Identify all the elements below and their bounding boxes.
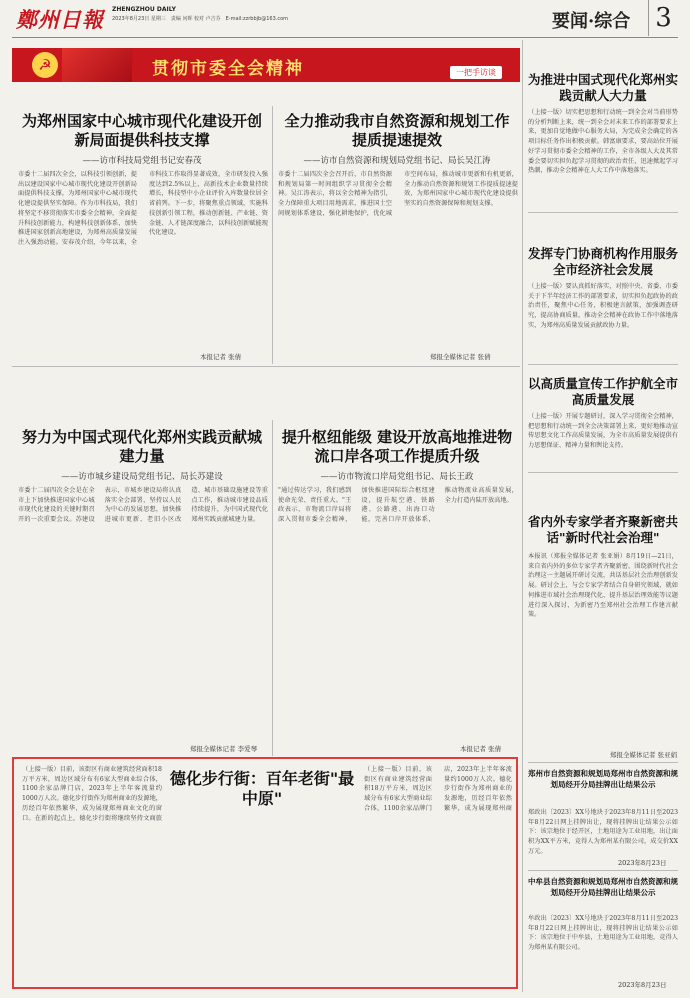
notice-1-body: 郑政出〔2023〕XX号地块于2023年8月11日至2023年8月22日网上挂牌出让，现将挂牌出让结果公示如下：该宗地位于经开区，土地用途为工业用地，出让面积为XX平方米，竞得人为郑州某有限公司，成交价XX万元。	[528, 809, 678, 854]
article-4-byline: 本报记者 张倩	[460, 745, 502, 753]
divider	[528, 870, 678, 871]
flag-graphic	[62, 48, 132, 82]
section-title: 要闻·综合	[552, 11, 631, 32]
article-1-subtitle: ——访市科技局党组书记安春茂	[82, 156, 202, 166]
masthead-en: ZHENGZHOU DAILY	[112, 6, 176, 13]
divider	[528, 762, 678, 763]
right-article-4-byline: 郑报全媒体记者 张亚娟	[610, 751, 678, 759]
right-article-1-title: 为推进中国式现代化郑州实践贡献人大力量	[528, 72, 679, 103]
divider	[522, 40, 523, 992]
section-banner	[12, 48, 520, 82]
notice-2-title: 中牟县自然资源和规划局郑州市自然资源和规划局经开分局挂牌出让结果公示	[528, 877, 678, 897]
banner-title: 贯彻市委全会精神	[152, 59, 304, 79]
divider	[528, 212, 678, 213]
article-5-body-left: （上接一版）目前，该街区有商业建筑经营面积18万平方米，周边区域分布有6家大型商业综合体，1100余家品牌门店，2023年上半年客流量约1000万人次。德化步行街作为郑州商业的发源地，历经百年依然繁华，成为展现郑州商业文化的窗口。在新的起点上，德化步行街将继续坚持文商旅	[22, 766, 162, 822]
right-article-2-title: 发挥专门协商机构作用服务全市经济社会发展	[528, 246, 679, 277]
divider	[272, 106, 273, 364]
masthead: 鄭州日報	[16, 7, 104, 32]
page-number: 3	[648, 0, 678, 36]
article-2-subtitle: ——访市自然资源和规划局党组书记、局长吴江涛	[303, 156, 491, 166]
article-3-subtitle: ——访市城乡建设局党组书记、局长苏建设	[61, 472, 223, 482]
right-article-3-body: （上接一版）开展专题研讨，深入学习贯彻全会精神，把思想和行动统一到全会决策部署上来，更好地推动宣传思想文化工作高质量发展，为全市高质量发展提供有力思想保证、精神力量和舆论支持。	[528, 413, 678, 450]
article-3-byline: 郑报全媒体记者 李爱琴	[190, 745, 258, 753]
article-3-title: 努力为中国式现代化郑州实践贡献城建力量	[22, 428, 263, 465]
notice-1-date: 2023年8月23日	[618, 859, 667, 867]
article-1-byline: 本报记者 张倩	[200, 353, 242, 361]
divider	[528, 472, 678, 473]
article-4-title: 提升枢纽能级 建设开放高地推进物流口岸各项工作提质升级	[281, 428, 513, 465]
right-article-3-title: 以高质量宣传工作护航全市高质量发展	[528, 376, 679, 407]
article-2-body: 市委十二届四次全会召开后，市自然资源和规划局第一时间组织学习贯彻全会精神。吴江涛表示，将以全会精神为指引，全力保障重大项目用地需求，推进国土空间规划体系建设，强化耕地保护，优化城市空间布局，推动城市更新和有机更新，全力推动自然资源和规划工作提质提速提效，为郑州国家中心城市现代化建设提供坚实的自然资源保障和规划支撑。	[278, 171, 518, 217]
notice-2-body: 牟政出〔2023〕XX号地块于2023年8月11日至2023年8月22日网上挂牌出让，现将挂牌出让结果公示如下：该宗地位于中牟县，土地用途为工业用地，竞得人为郑州某有限公司。	[528, 915, 678, 952]
article-4-body: "通过传达学习，我们感到使命光荣、责任重大。"王政表示，市物流口岸局将深入贯彻市委全会精神，加快推进国际综合枢纽建设，提升航空港、铁路港、公路港、出海口功能，完善口岸开放体系，推动物流业高质量发展，全力打造内陆开放高地。	[278, 487, 518, 524]
right-article-1-body: （上接一版）切实把思想和行动统一到全会对当前形势的分析判断上来，统一到全会对未来工作的部署要求上来，更加自觉地做中心服务大局，为完成全会确定的各项目标任务作出积极贡献。韩富康要求，要高站位开展好学习贯彻市委全会精神的工作，全市各级人大及其常委会要切实担负起学习贯彻的政治责任，迅速掀起学习热潮，推动全会精神在人大工作中落地落实。	[528, 109, 678, 175]
right-article-2-body: （上接一版）要认真抓好落实，对照中央、省委、市委关于下半年经济工作的部署要求，切实担负起政协的政治责任，聚焦中心任务，积极建言献策，加强调查研究，提高协商质量，推动全会精神在政协工作中落地落实，为郑州高质量发展贡献政协力量。	[528, 283, 678, 329]
article-4-subtitle: ——访市物流口岸局党组书记、局长王政	[320, 472, 474, 482]
article-2-byline: 郑报全媒体记者 张倩	[430, 353, 491, 361]
article-3-body: 市委十二届四次全会是在全市上下加快推进国家中心城市现代化建设的关键时期召开的一次重要会议。苏建设表示，市城乡建设局将认真落实全会部署，坚持以人民为中心的发展思想，加快推进城市更新、老旧小区改造、城市基础设施建设等重点工作，推动城市建设品质持续提升，为中国式现代化郑州实践贡献城建力量。	[18, 487, 268, 524]
divider	[272, 420, 273, 756]
article-1-body: 市委十二届四次全会，以科技引领创新，提出以建设国家中心城市现代化建设开创新局面提供科技支撑，为郑州国家中心城市现代化建设提供坚实保障。作为市科技局，我们将坚定不移贯彻落实市委全会精神，全面提升科技创新能力，构建科技创新体系，加快推进国家创新高地建设，为郑州高质量发展注入强劲动能。安春茂介绍，今年以来，全市科技工作取得显著成效，全市研发投入强度达到2.5%以上，高新技术企业数量持续增长，科技型中小企业评价入库数量位居全省前列。下一步，将聚焦重点领域，实施科技创新引领工程，推动创新链、产业链、资金链、人才链深度融合，以科技创新赋能现代化建设。	[18, 171, 268, 246]
divider	[12, 366, 520, 367]
article-2-title: 全力推动我市自然资源和规划工作提质提速提效	[284, 112, 510, 149]
page-header	[12, 0, 678, 38]
right-article-4-body: 本报讯（郑报全媒体记者 张亚娟）8月19日—21日，来自省内外的多位专家学者齐聚新密，围绕新时代社会治理这一主题展开研讨交流，共话基层社会治理创新发展。研讨会上，与会专家学者结合自身研究领域，就如何推进市域社会治理现代化、提升基层治理效能等议题进行深入探讨，为新密乃至郑州社会治理工作建言献策。	[528, 553, 678, 619]
right-article-4-title: 省内外专家学者齐聚新密共话"新时代社会治理"	[528, 514, 679, 545]
article-1-title: 为郑州国家中心城市现代化建设开创新局面提供科技支撑	[22, 112, 263, 149]
notice-2-date: 2023年8月23日	[618, 981, 667, 989]
article-5-body-right: （上接一版）目前，该街区有商业建筑经营面积18万平方米，周边区域分布有6家大型商业综合体，1100余家品牌门店，2023年上半年客流量约1000万人次。德化步行街作为郑州商业的发源地，历经百年依然繁华，成为展现郑州商	[364, 766, 512, 812]
divider	[528, 364, 678, 365]
header-meta: 2023年8月23日 星期三 责编 问晖 校对 卢吉芬 E-mail:zzrbbjb@163.com	[112, 16, 289, 22]
party-emblem-icon: ☭	[32, 52, 58, 78]
article-5-title: 德化步行街：百年老街"最中原"	[169, 769, 355, 808]
highlighted-article	[12, 757, 518, 989]
banner-column: 一把手访谈	[450, 66, 502, 79]
notice-1-title: 郑州市自然资源和规划局郑州市自然资源和规划局经开分局挂牌出让结果公示	[528, 769, 678, 789]
